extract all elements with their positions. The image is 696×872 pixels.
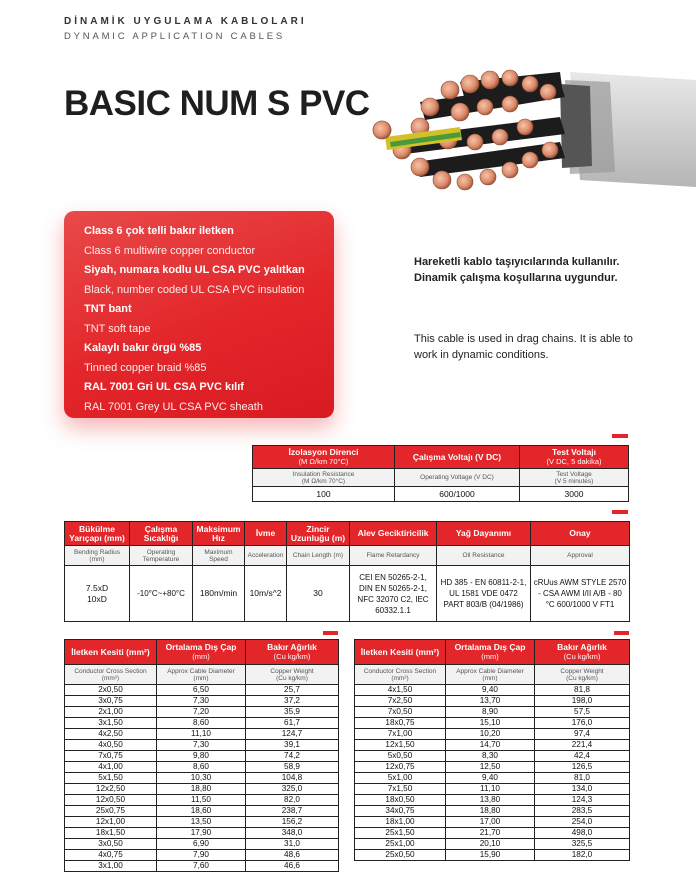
table-cell: 7x1,00 (355, 729, 446, 740)
cross-section-table-right (354, 639, 630, 861)
table-cell: 25x0,75 (65, 806, 157, 817)
table-row (355, 740, 630, 751)
table-row (355, 707, 630, 718)
table-cell: 13,80 (446, 795, 535, 806)
accent-bar (323, 631, 338, 635)
table-cell: 17,00 (446, 817, 535, 828)
accent-bar (612, 510, 628, 514)
feature-en: RAL 7001 Grey UL CSA PVC sheath (84, 400, 263, 413)
table-cell: 180m/min (193, 566, 245, 622)
table-cell: 15,90 (446, 850, 535, 861)
table-cell: 10,30 (157, 773, 246, 784)
table-cell: 3x0,50 (65, 839, 157, 850)
header-cell-en: Flame Retardancy (350, 546, 437, 566)
table-cell: 221,4 (535, 740, 630, 751)
table-cell: 10,20 (446, 729, 535, 740)
table-cell: 61,7 (246, 718, 339, 729)
table-cell: 156,2 (246, 817, 339, 828)
feature-en: Class 6 multiwire copper conductor (84, 244, 256, 257)
table-cell: 4x1,00 (65, 762, 157, 773)
table-row (65, 740, 339, 751)
table-cell: 42,4 (535, 751, 630, 762)
table-cell: 30 (287, 566, 350, 622)
cable-illustration (360, 62, 696, 202)
table-cell: 31,0 (246, 839, 339, 850)
table-cell: 82,0 (246, 795, 339, 806)
table-row (65, 850, 339, 861)
header-cell-en: Insulation Resistance (M Ω/km 70°C) (253, 469, 395, 487)
header-cell-en: Approx Cable Diameter (mm) (157, 665, 246, 685)
table-cell: 7x0,75 (65, 751, 157, 762)
table-cell: 11,10 (446, 784, 535, 795)
table-cell: 13,70 (446, 696, 535, 707)
table-cell: 7.5xD 10xD (65, 566, 130, 622)
feature-en: Black, number coded UL CSA PVC insulation (84, 283, 305, 296)
header-cell: Ortalama Dış Çap (mm) (446, 640, 535, 665)
table-cell: 3x0,75 (65, 696, 157, 707)
header-cell-en: Approx Cable Diameter (mm) (446, 665, 535, 685)
table-cell: 182,0 (535, 850, 630, 861)
accent-bar (612, 434, 628, 438)
cross-section-table-left (64, 639, 339, 872)
feature-box (64, 211, 334, 418)
header-cell: Bakır Ağırlık (Cu kg/km) (246, 640, 339, 665)
header-cell: Çalışma Sıcaklığı (130, 522, 193, 546)
table-cell: 325,5 (535, 839, 630, 850)
table-cell: 25x1,50 (355, 828, 446, 839)
table-row (355, 718, 630, 729)
table-cell: 4x2,50 (65, 729, 157, 740)
accent-bar (614, 631, 629, 635)
table-row (65, 839, 339, 850)
table-row (65, 817, 339, 828)
table-row (65, 707, 339, 718)
table-cell: 7,30 (157, 696, 246, 707)
table-cell: 9,80 (157, 751, 246, 762)
table-cell: 5x1,50 (65, 773, 157, 784)
table-row (65, 751, 339, 762)
feature-en: TNT soft tape (84, 322, 151, 335)
table-cell: 18x1,00 (355, 817, 446, 828)
table-cell: 25x0,50 (355, 850, 446, 861)
table-row (355, 784, 630, 795)
table-cell: 15,10 (446, 718, 535, 729)
table-cell: 3x1,00 (65, 861, 157, 872)
table-cell: 7,60 (157, 861, 246, 872)
table-cell: 14,70 (446, 740, 535, 751)
header-cell: Bakır Ağırlık (Cu kg/km) (535, 640, 630, 665)
table-row (355, 850, 630, 861)
table-row (355, 828, 630, 839)
table-cell: 124,3 (535, 795, 630, 806)
table-cell: 11,50 (157, 795, 246, 806)
table-row (65, 718, 339, 729)
header-cell: İzolasyon Direnci (M Ω/km 70°C) (253, 446, 395, 469)
table-row (65, 773, 339, 784)
table-cell: 5x1,00 (355, 773, 446, 784)
table-cell: 13,50 (157, 817, 246, 828)
table-cell: 18x0,75 (355, 718, 446, 729)
table-row (65, 795, 339, 806)
table-cell: 74,2 (246, 751, 339, 762)
description-en: This cable is used in drag chains. It is able to work in dynamic conditions. (414, 333, 633, 361)
table-cell: 283,5 (535, 806, 630, 817)
header-cell: Onay (531, 522, 630, 546)
table-cell: 7,20 (157, 707, 246, 718)
category-title-tr: DİNAMİK UYGULAMA KABLOLARI (64, 16, 307, 27)
header-cell-en: Conductor Cross Section (mm²) (355, 665, 446, 685)
table-cell: 8,60 (157, 718, 246, 729)
table-cell: 8,90 (446, 707, 535, 718)
feature-tr: Kalaylı bakır örgü %85 (84, 342, 202, 354)
header-cell: İletken Kesiti (mm²) (355, 640, 446, 665)
header-cell: Alev Geciktiricilik (350, 522, 437, 546)
table-cell: 17,90 (157, 828, 246, 839)
table-row (355, 696, 630, 707)
table-cell: 25,7 (246, 685, 339, 696)
table-cell: 35,9 (246, 707, 339, 718)
table-cell: 176,0 (535, 718, 630, 729)
header-cell: Bükülme Yarıçapı (mm) (65, 522, 130, 546)
table-cell: 12x1,50 (355, 740, 446, 751)
header-cell-en: Approval (531, 546, 630, 566)
header-cell-en: Operating Temperature (130, 546, 193, 566)
table-body (65, 685, 339, 872)
description-tr: Hareketli kablo taşıyıcılarında kullanılır. Dinamik çalışma koşullarına uygundur. (414, 256, 620, 284)
table-row (355, 762, 630, 773)
table-cell: 46,6 (246, 861, 339, 872)
table-cell: 81,8 (535, 685, 630, 696)
header-cell-en: Chain Length (m) (287, 546, 350, 566)
table-cell: 104,8 (246, 773, 339, 784)
table-cell: 12x2,50 (65, 784, 157, 795)
table-cell: 254,0 (535, 817, 630, 828)
table-cell: 600/1000 (395, 487, 520, 502)
table-cell: 18,80 (157, 784, 246, 795)
table-cell: 21,70 (446, 828, 535, 839)
table-cell: 325,0 (246, 784, 339, 795)
table-cell: 12x1,00 (65, 817, 157, 828)
table-cell: 18,80 (446, 806, 535, 817)
table-cell: 6,50 (157, 685, 246, 696)
table-cell: 58,9 (246, 762, 339, 773)
header-cell-en: Oil Resistance (437, 546, 531, 566)
table-cell: CEI EN 50265-2-1, DIN EN 50265-2-1, NFC 32070 C2, IEC 60332.1.1 (350, 566, 437, 622)
feature-tr: RAL 7001 Gri UL CSA PVC kılıf (84, 381, 244, 393)
table-cell: 20,10 (446, 839, 535, 850)
table-body (355, 685, 630, 861)
table-cell: 238,7 (246, 806, 339, 817)
category-title-en: DYNAMIC APPLICATION CABLES (64, 31, 285, 42)
table-cell: 498,0 (535, 828, 630, 839)
feature-en: Tinned copper braid %85 (84, 361, 207, 374)
table-cell: 198,0 (535, 696, 630, 707)
table-cell: 18x1,50 (65, 828, 157, 839)
table-cell: 57,5 (535, 707, 630, 718)
table-cell: 11,10 (157, 729, 246, 740)
header-cell-en: Conductor Cross Section (mm²) (65, 665, 157, 685)
feature-tr: Siyah, numara kodlu UL CSA PVC yalıtkan (84, 264, 305, 276)
table-cell: 18,60 (157, 806, 246, 817)
table-row (65, 784, 339, 795)
table-cell: 39,1 (246, 740, 339, 751)
header-cell-en: Maximum Speed (193, 546, 245, 566)
table-row (65, 685, 339, 696)
table-row (355, 751, 630, 762)
table-cell: 4x0,75 (65, 850, 157, 861)
table-row (355, 685, 630, 696)
table-row (65, 861, 339, 872)
table-cell: 8,30 (446, 751, 535, 762)
table-row (65, 806, 339, 817)
table-row (355, 817, 630, 828)
table-row (355, 806, 630, 817)
table-row (65, 828, 339, 839)
table-cell: 3x1,50 (65, 718, 157, 729)
table-cell: 7,90 (157, 850, 246, 861)
table-cell: 7,30 (157, 740, 246, 751)
table-cell: 18x0,50 (355, 795, 446, 806)
table-row (355, 729, 630, 740)
header-cell: Çalışma Voltajı (V DC) (395, 446, 520, 469)
table-cell: 5x0,50 (355, 751, 446, 762)
header-cell: İvme (245, 522, 287, 546)
table-cell: 12,50 (446, 762, 535, 773)
table-cell: 97,4 (535, 729, 630, 740)
table-cell: 2x1,00 (65, 707, 157, 718)
table-cell: 12x0,50 (65, 795, 157, 806)
header-cell: Test Voltajı (V DC, 5 dakika) (520, 446, 629, 469)
table-cell: 7x0,50 (355, 707, 446, 718)
header-cell-en: Acceleration (245, 546, 287, 566)
table-row (355, 773, 630, 784)
table-cell: 100 (253, 487, 395, 502)
table-cell: 4x0,50 (65, 740, 157, 751)
feature-tr: TNT bant (84, 303, 132, 315)
feature-tr: Class 6 çok telli bakır iletken (84, 225, 234, 237)
table-cell: 124,7 (246, 729, 339, 740)
table-cell: 10m/s^2 (245, 566, 287, 622)
header-cell-en: Bending Radius (mm) (65, 546, 130, 566)
table-cell: 48,6 (246, 850, 339, 861)
table-cell: 126,5 (535, 762, 630, 773)
table-cell: 6,90 (157, 839, 246, 850)
table-cell: 25x1,00 (355, 839, 446, 850)
header-cell: Zincir Uzunluğu (m) (287, 522, 350, 546)
table-cell: 4x1,50 (355, 685, 446, 696)
table-row (65, 729, 339, 740)
table-cell: 348,0 (246, 828, 339, 839)
table-cell: 34x0,75 (355, 806, 446, 817)
table-cell: 9,40 (446, 685, 535, 696)
header-cell: Yağ Dayanımı (437, 522, 531, 546)
table-cell: 8,60 (157, 762, 246, 773)
header-cell-en: Copper Weight (Cu kg/km) (246, 665, 339, 685)
header-cell: İletken Kesiti (mm²) (65, 640, 157, 665)
table-row (65, 762, 339, 773)
electrical-table (252, 445, 629, 502)
header-cell-en: Operating Voltage (V DC) (395, 469, 520, 487)
header-cell-en: Test Voltage (V 5 minutes) (520, 469, 629, 487)
table-cell: 7x2,50 (355, 696, 446, 707)
table-cell: 134,0 (535, 784, 630, 795)
product-title: BASIC NUM S PVC (64, 84, 370, 123)
table-cell: 81,0 (535, 773, 630, 784)
table-cell: cRUus AWM STYLE 2570 - CSA AWM I/II A/B - 80 °C 600/1000 V FT1 (531, 566, 630, 622)
header-cell: Maksimum Hız (193, 522, 245, 546)
header-cell: Ortalama Dış Çap (mm) (157, 640, 246, 665)
table-row (355, 839, 630, 850)
table-cell: 3000 (520, 487, 629, 502)
table-cell: 2x0,50 (65, 685, 157, 696)
table-row (355, 795, 630, 806)
table-row (65, 696, 339, 707)
table-cell: 37,2 (246, 696, 339, 707)
table-cell: -10°C~+80°C (130, 566, 193, 622)
mechanical-table (64, 521, 630, 622)
table-cell: 12x0,75 (355, 762, 446, 773)
table-cell: 7x1,50 (355, 784, 446, 795)
header-cell-en: Copper Weight (Cu kg/km) (535, 665, 630, 685)
table-cell: 9,40 (446, 773, 535, 784)
table-cell: HD 385 - EN 60811-2-1, UL 1581 VDE 0472 PART 803/B (04/1986) (437, 566, 531, 622)
